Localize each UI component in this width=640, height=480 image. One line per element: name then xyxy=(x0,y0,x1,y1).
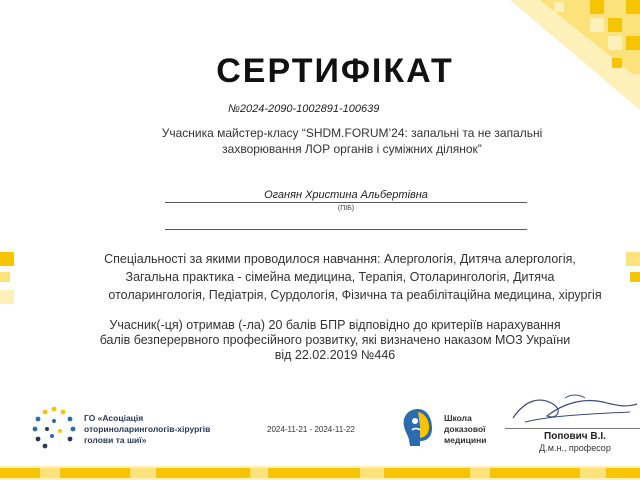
signer-title: Д.м.н., професор xyxy=(539,443,611,453)
name-caption: (ПІБ) xyxy=(337,205,355,212)
bottom-pattern-icon xyxy=(0,462,640,480)
signer-name: Попович В.І. xyxy=(544,431,606,442)
organization-line-2: оториноларингологів-хірургів xyxy=(84,424,211,434)
school-line-2: доказової xyxy=(444,424,486,434)
certificate-title: СЕРТИФІКАТ xyxy=(216,52,454,90)
recipient-name: Оганян Христина Альбертівна xyxy=(264,189,428,201)
points-line-3: від 22.02.2019 №446 xyxy=(274,348,396,362)
specialties-line-1: Спеціальності за якими проводилося навчання: Алергологія, Дитяча алергологія, xyxy=(104,252,576,266)
dotted-circle-logo-icon xyxy=(30,405,78,453)
event-line-2: захворювання ЛОР органів і суміжних ділянок” xyxy=(222,142,482,156)
name-underline xyxy=(165,202,527,203)
second-underline xyxy=(165,229,527,230)
certificate-number: №2024-2090-1002891-100639 xyxy=(228,103,380,115)
organization-line-3: голови та шиї» xyxy=(84,435,147,445)
organization-line-1: ГО «Асоціація xyxy=(84,413,144,423)
signature-line xyxy=(505,428,640,429)
school-line-1: Школа xyxy=(444,413,472,423)
event-line-1: Учасника майстер-класу “SHDM.FORUM’24: запальні та не запальні xyxy=(161,126,543,140)
specialties-line-2: Загальна практика - сімейна медицина, Терапія, Отоларингологія, Дитяча xyxy=(125,270,555,284)
points-line-1: Учасник(-ця) отримав (-ла) 20 балів БПР відповідно до критеріїв нарахування xyxy=(109,318,561,332)
specialties-line-3: отоларингологія, Педіатрія, Сурдологія, Фізична та реабілітаційна медицина, хірургія xyxy=(108,288,602,302)
event-dates: 2024-11-21 - 2024-11-22 xyxy=(267,425,355,434)
head-silhouette-logo-icon xyxy=(398,406,438,448)
handwritten-signature xyxy=(505,390,640,430)
school-line-3: медицини xyxy=(444,435,487,445)
points-line-2: балів безперервного професійного розвитку, які визначено наказом МОЗ України xyxy=(99,333,571,347)
